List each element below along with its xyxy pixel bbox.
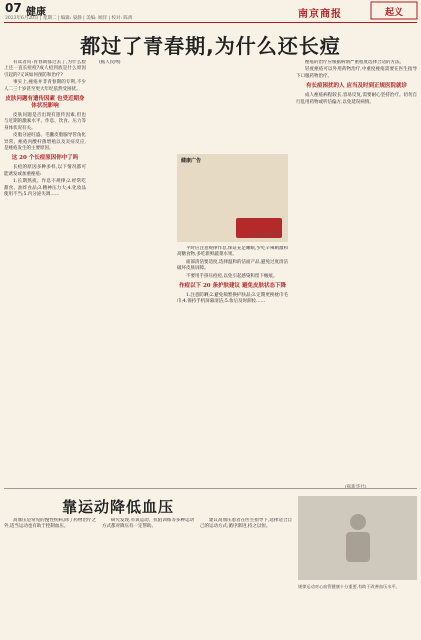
paragraph: 成人痤疮病程较长,容易反复,需要耐心坚持治疗。切勿自行乱用药物或听信偏方,以免延误病情。 <box>296 93 417 105</box>
page-number: 07 <box>5 1 22 15</box>
paragraph: 皮肤问题是否出现有遗传因素,但也与近期的激素水平、作息、饮食、压力等身体状况有关。 <box>4 113 86 131</box>
section-divider <box>4 488 417 489</box>
paragraph: 平时应注意规律作息,保证充足睡眠,少吃辛辣刺激和高糖食物,多吃新鲜蔬菜水果。 <box>177 246 288 258</box>
paragraph: 面部清洁要适度,选择温和的洁面产品,避免过度清洁破坏皮肤屏障。 <box>177 259 288 272</box>
logo-text: 起义 <box>384 8 403 18</box>
column-1 <box>4 60 86 484</box>
paragraph: 有读者问:青春期都过去了,为什么脸上还一直长痘痘?成人痘到底是什么原因引起的?又该如何预防和治疗? <box>4 60 86 78</box>
paragraph: 长痘的原因多种多样,以下情况都可能诱发或加重痤疮: <box>4 165 86 177</box>
photo-placeholder <box>298 496 417 580</box>
subheading: 这 20 个长痘原因你中了吗 <box>11 155 79 162</box>
ad-block <box>177 154 288 242</box>
photo-caption: 规律运动对心血管健康十分重要,有助于改善血压水平。 <box>298 584 400 589</box>
subheading: 皮肤问题有遗传因素 也受近期身体状况影响 <box>5 96 85 110</box>
paragraph: 轻度痤疮可以外用药物治疗,中重度痤疮需要在医生指导下口服药物治疗。 <box>296 67 417 79</box>
paragraph: (据人民网) <box>99 60 121 65</box>
author-credit <box>345 484 367 490</box>
paragraph: 事实上,痤疮并非青春期的专利,不少人二三十岁甚至更大年纪依然受困扰。 <box>4 80 86 92</box>
paragraph: 痤疮的治疗应根据病情严重程度选择合适的方法。 <box>305 60 404 65</box>
paragraph: 1.长期熬夜、作息不规律;2.经常吃甜食、油炸食品;3.精神压力大;4.化妆品使用不当;5.内分泌失调…… <box>4 179 86 198</box>
ad-title: 健康广告 <box>181 158 202 164</box>
column-3 <box>177 246 288 484</box>
paragraph: 不要用手挤压痘痘,以免引起感染和留下瘢痕。 <box>186 273 278 279</box>
masthead-rule <box>4 22 417 23</box>
issue-meta: 2023年6月20日 | 星期二 | 编辑: 晏静 | 美编: 顾洋 | 校对: 陈禹 <box>5 16 133 21</box>
paragraph: 高血压是常见的慢性疾病,除了药物治疗之外,适当运动也有助于控制血压。 <box>4 518 96 530</box>
section-name: 健康 <box>26 7 46 18</box>
subheading: 作痘以下 20 条护肤建议 避免皮肤状态下降 <box>179 283 286 290</box>
ad-caption: (图片来源于网络) <box>251 232 283 237</box>
column-2 <box>90 60 173 484</box>
paragraph: 皮脂分泌旺盛、毛囊皮脂腺导管角化异常、痤疮丙酸杆菌增殖以及炎症反应,是痤疮发生的主要原因。 <box>4 133 86 152</box>
headline: 都过了青春期,为什么还长痘 <box>80 34 341 58</box>
paper-name: 南京商报 <box>298 9 342 20</box>
masthead <box>0 0 421 22</box>
paper-logo <box>370 1 418 20</box>
second-headline: 靠运动降低血压 <box>62 498 175 516</box>
subheading: 有长痘困扰的人 应当及时到正规医院就诊 <box>306 83 407 90</box>
second-article-body <box>4 518 292 636</box>
paragraph: 1.注意防晒;2.避免频繁换护肤品;3.定期更换枕巾毛巾;4.保持手机屏幕清洁;5.妆后及时卸妆…… <box>177 293 288 305</box>
paragraph: 研究发现,有氧运动、抗阻训练等多种运动方式都对降压有一定帮助。 <box>102 518 194 530</box>
exercise-photo <box>298 496 417 580</box>
paragraph: 建议高血压患者在医生指导下,选择适合自己的运动方式,循序渐进,持之以恒。 <box>200 518 292 530</box>
column-4 <box>296 60 417 484</box>
